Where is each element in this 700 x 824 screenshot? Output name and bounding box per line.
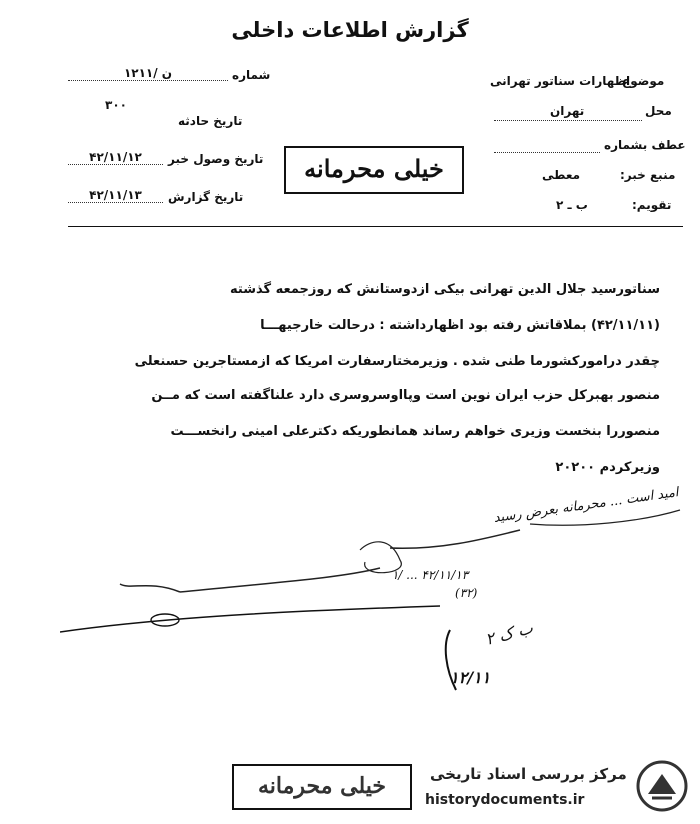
received-date-label: تاریخ وصول خبر xyxy=(168,152,264,166)
number-label: شماره xyxy=(232,68,271,82)
incident-date-value: ۳۰۰ xyxy=(105,98,127,112)
document-title: گزارش اطلاعات داخلی xyxy=(231,18,469,42)
body-line-5: منصوررا بنخست وزیری خواهم رساند همانطوریکه دکترعلی امینی رانخســـت xyxy=(170,424,660,439)
number-value: ۱۲۱۱/ ن xyxy=(68,66,228,81)
body-line-3: چقدر درامورکشورما طنی شده . وزیرمختارسفارت امریکا که ازمستاجرین حسنعلی xyxy=(134,354,660,369)
received-date-value: ۴۲/۱۱/۱۲ xyxy=(68,150,163,165)
report-date-label: تاریخ گزارش xyxy=(168,190,244,204)
place-underline xyxy=(494,120,642,121)
handwritten-initial-mark: ب ک ۲ xyxy=(483,618,535,649)
watermark-logo-icon xyxy=(634,758,690,814)
watermark-title: مرکز بررسی اسناد تاریخی xyxy=(430,765,627,783)
confidential-stamp: خیلی محرمانه xyxy=(284,146,464,194)
handwritten-line-middle-sub: (۳۲) xyxy=(455,586,478,600)
reference-underline xyxy=(494,152,600,153)
handwritten-line-middle: ۱/ ... ۴۲/۱۱/۱۳ xyxy=(391,568,469,582)
handwritten-note-right: امید است ... محرمانه بعرض رسید xyxy=(492,485,680,526)
handwritten-date: ۱۲/۱۱ xyxy=(450,668,491,687)
header-divider xyxy=(68,226,683,227)
subject-value: اظهارات سناتور تهرانی xyxy=(490,74,631,88)
footer-confidential-stamp: خیلی محرمانه xyxy=(232,764,412,810)
handwriting-initial xyxy=(430,620,510,700)
source-label: منبع خبر: xyxy=(620,168,676,182)
body-line-6: وزیرکردم ۲۰۲۰۰ xyxy=(555,460,660,475)
incident-date-label: تاریخ حادثه xyxy=(178,114,243,128)
place-label: محل xyxy=(645,104,672,118)
body-line-1: سناتورسید جلال الدین تهرانی بیکی ازدوستانش که روزجمعه گذشته xyxy=(230,282,660,297)
evaluation-value: ب ـ ۲ xyxy=(556,198,588,212)
reference-label: عطف بشماره xyxy=(604,138,686,152)
watermark-url: historydocuments.ir xyxy=(425,792,585,808)
body-line-4: منصور بهبرکل حزب ایران نوین است وپااوسروسری دارد علناگفته است که مــن xyxy=(151,388,660,403)
source-value: معطی xyxy=(542,168,581,182)
report-date-value: ۴۲/۱۱/۱۳ xyxy=(68,188,163,203)
evaluation-label: تقویم: xyxy=(632,198,672,212)
subject-label: موضوع xyxy=(622,74,665,88)
place-value: تهران xyxy=(550,104,585,118)
body-line-2: (۴۲/۱۱/۱۱) بملاقاتش رفته بود اظهارداشته : درحالت خارجیهـــا xyxy=(260,318,660,333)
